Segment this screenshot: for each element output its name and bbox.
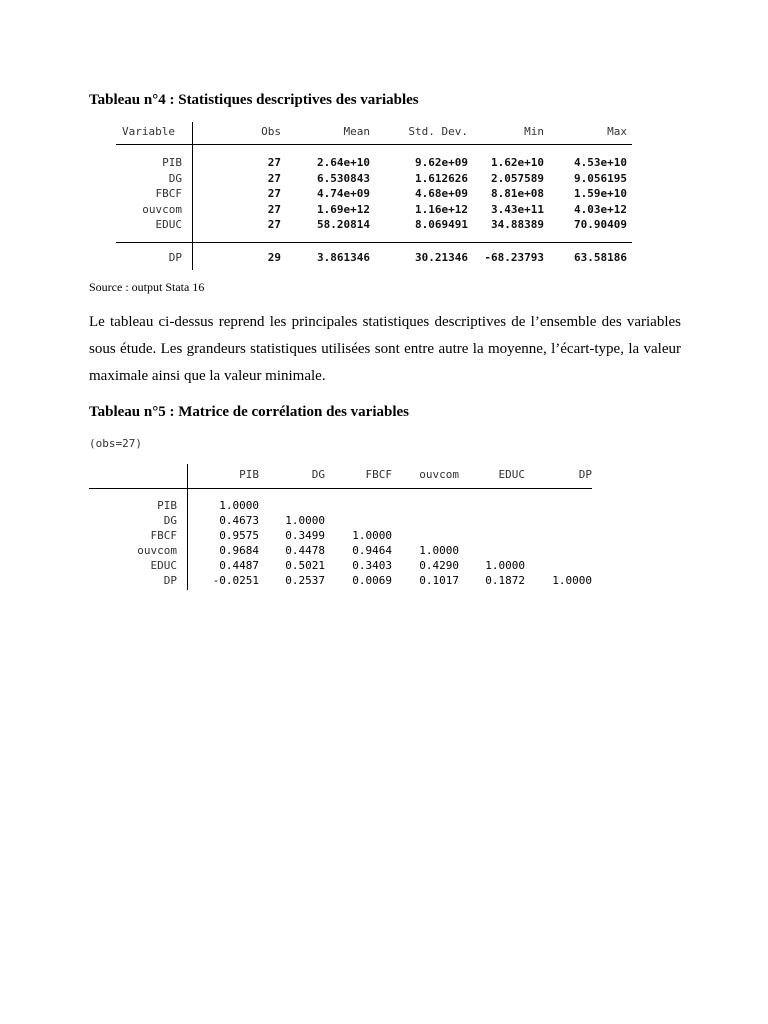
table4-row-label: EDUC	[155, 218, 182, 231]
table4-cell: 27	[267, 218, 281, 231]
table5-cell: 0.1872	[485, 574, 525, 587]
table5-cell: 0.4478	[285, 544, 325, 557]
table5-row-label: FBCF	[150, 529, 177, 542]
table4-header-variable: Variable	[122, 125, 175, 138]
table4-cell: 4.03e+12	[574, 203, 627, 216]
table5-row-label: EDUC	[150, 559, 177, 572]
table5-cell: 0.0069	[352, 574, 392, 587]
table5-header-rule	[89, 488, 592, 489]
table4-cell: 1.612626	[415, 172, 468, 185]
table4-header-stddev: Std. Dev.	[408, 125, 468, 138]
table4-header-rule	[116, 144, 632, 145]
table5-cell: 0.9575	[219, 529, 259, 542]
table4-source: Source : output Stata 16	[89, 280, 205, 294]
table4-cell: 1.69e+12	[317, 203, 370, 216]
table4-title: Tableau n°4 : Statistiques descriptives des variables	[89, 92, 419, 108]
table5-cell: 0.4487	[219, 559, 259, 572]
table4-row-label: PIB	[162, 156, 182, 169]
table4-cell: 1.59e+10	[574, 187, 627, 200]
table4-header-min: Min	[524, 125, 544, 138]
table4-cell: 8.81e+08	[491, 187, 544, 200]
table4-cell: 29	[267, 251, 281, 264]
table4-cell: 34.88389	[491, 218, 544, 231]
table5-header: DG	[311, 468, 325, 481]
table5-header: EDUC	[498, 468, 525, 481]
table5-cell: 0.4290	[419, 559, 459, 572]
table4-cell: 27	[267, 172, 281, 185]
table5-title: Tableau n°5 : Matrice de corrélation des variables	[89, 404, 409, 420]
table4-cell: 70.90409	[574, 218, 627, 231]
table5-cell: 1.0000	[285, 514, 325, 527]
table5-row-label: DG	[163, 514, 177, 527]
table5-header: DP	[578, 468, 592, 481]
table4-cell: 2.057589	[491, 172, 544, 185]
table4-cell: 63.58186	[574, 251, 627, 264]
descriptive-stats-table	[116, 122, 636, 270]
table5-cell: 1.0000	[485, 559, 525, 572]
table5-header: FBCF	[365, 468, 392, 481]
table5-cell: 0.3499	[285, 529, 325, 542]
table5-cell: 0.2537	[285, 574, 325, 587]
table5-cell: 1.0000	[352, 529, 392, 542]
table4-cell: 1.62e+10	[491, 156, 544, 169]
table5-cell: 1.0000	[219, 499, 259, 512]
table4-cell: 3.43e+11	[491, 203, 544, 216]
table5-cell: 0.1017	[419, 574, 459, 587]
table5-cell: 0.9464	[352, 544, 392, 557]
table5-row-label: DP	[163, 574, 177, 587]
table4-cell: 2.64e+10	[317, 156, 370, 169]
table5-cell: 1.0000	[419, 544, 459, 557]
table4-row-label: FBCF	[155, 187, 182, 200]
table5-cell: 0.3403	[352, 559, 392, 572]
table4-header-mean: Mean	[343, 125, 370, 138]
table4-cell: 58.20814	[317, 218, 370, 231]
table4-cell: 9.056195	[574, 172, 627, 185]
table4-row-label: ouvcom	[142, 203, 182, 216]
table5-obs-label: (obs=27)	[89, 437, 142, 450]
table5-vertical-rule	[187, 464, 188, 590]
table4-cell: 9.62e+09	[415, 156, 468, 169]
table4-cell: 8.069491	[415, 218, 468, 231]
table5-cell: 1.0000	[552, 574, 592, 587]
table5-header: PIB	[239, 468, 259, 481]
table4-cell: 4.74e+09	[317, 187, 370, 200]
table4-cell: 1.16e+12	[415, 203, 468, 216]
table4-cell: -68.23793	[484, 251, 544, 264]
table4-cell: 27	[267, 156, 281, 169]
correlation-matrix-table	[89, 464, 595, 592]
table4-row-label: DP	[168, 251, 182, 264]
table4-cell: 6.530843	[317, 172, 370, 185]
table4-cell: 27	[267, 187, 281, 200]
table4-row-label: DG	[168, 172, 182, 185]
table5-cell: 0.9684	[219, 544, 259, 557]
table5-cell: -0.0251	[212, 574, 259, 587]
table4-cell: 4.53e+10	[574, 156, 627, 169]
table5-cell: 0.4673	[219, 514, 259, 527]
body-paragraph: Le tableau ci-dessus reprend les principales statistiques descriptives de l’ensemble des variables sous étude. Les grandeurs statistiques utilisées sont entre autre la moyenne, l’écart-type, la valeur maximale ainsi que la valeur minimale.	[89, 314, 681, 384]
table4-separator-rule	[116, 242, 632, 243]
table4-cell: 30.21346	[415, 251, 468, 264]
table5-header: ouvcom	[419, 468, 459, 481]
table4-header-max: Max	[607, 125, 627, 138]
table4-header-obs: Obs	[261, 125, 281, 138]
table4-cell: 27	[267, 203, 281, 216]
table4-cell: 3.861346	[317, 251, 370, 264]
table5-row-label: ouvcom	[137, 544, 177, 557]
table4-cell: 4.68e+09	[415, 187, 468, 200]
table5-row-label: PIB	[157, 499, 177, 512]
table5-cell: 0.5021	[285, 559, 325, 572]
